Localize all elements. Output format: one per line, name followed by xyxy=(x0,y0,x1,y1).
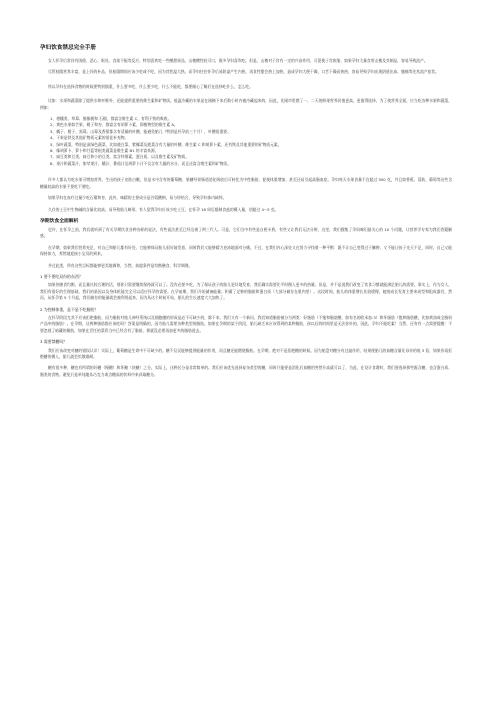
list-item: 2、黄色水果如芒果、桃子和杏，都富含有胡萝卜素，即植物型的维生素 A。 xyxy=(50,122,178,128)
document-title: 孕妇饮食禁忌完全手册 xyxy=(40,45,96,51)
list-item: 1、柑橘类、草莓、猕猴桃和 石榴，都富含维生素 C，有利于铁的吸收。 xyxy=(50,116,172,122)
question-title: 1 要不要吃双份的东西？ xyxy=(40,273,83,279)
closing-paragraph: 如果孕妇在血疗过量少吃石榴和杏，此外，味精的主要成分是谷氨酸钠，易与锌结合，导致孕妇体内缺锌。 xyxy=(48,195,227,201)
closing-paragraph: 许多人都认为吃水果可增加营养，生出的孩子皮肤白嫩，但是水中含有的葡萄糖、果糖经胃肠道消化吸收后可转化为中性脂肪，促使体重增加，甚至还易引起高脂血症。孕妇每天水果食量不宜超过 500 克，并且如香蕉、荔枝、葡萄等这些含糖量较高的水果不要吃不要吃。 xyxy=(40,177,452,189)
intro-paragraph: 比如：水果和蔬菜除了提供水和纤维外，还能提供重要的维生素和矿物质。低温冷藏的水果是在刚摘下来后数小时内被冷藏起来的，因此，比刚市里摆了一、二天的鲜果营养价值更高，更值得选择，为了使营养全面，应当吃各种水果和蔬菜，例如： xyxy=(40,98,452,110)
question-paragraph: 糖有很多种，糖也有所谓的好糖（慢糖）和坏糖（快糖）之分。实际上，这种区分是非常简单的。我们应该优先选择复杂类型的糖，同时只能要是消化后血糖的突然升高就可以了，为此，在设计食谱时，我们要选择那些既含糖，也含蛋白质、脂类的食物。避免只是单纯地从巧克力或含糖高的饮料中来获取糖分。 xyxy=(40,365,452,377)
list-item: 8、果汁和蔬菜汁，如苹果汁、橘汁、番茄汁及胡萝卜汁不仅含有大量的水分，而且还富含维生素和矿物质。 xyxy=(50,160,231,166)
closing-paragraph: 久存的土豆中生物碱的含量比较高，易导致胎儿畸形，有人觉得孕妇应该少吃土豆，在怀孕 16 周后限制食盐的摄入量，别超过 4~5 克。 xyxy=(48,206,279,212)
list-item: 5、绿叶蔬菜，特别是深绿色蔬菜，比如菠白菜、紫椰菜及菠菜含有大量的叶酸、维生素 C 和胡萝卜素，还有铁及其他重要的矿物质元素。 xyxy=(50,141,282,147)
question-title: 2 为控制体重，是不是不吃脂肪？ xyxy=(40,306,99,312)
question-paragraph: 我们应该改变对糖的错误认识！实际上，葡萄糖是生命中不可缺少的。糖不仅仅能够提供能量的作用，而且糖还能燃烧脂肪。在孕期，绝对不是拒绝糖的时候。因为胎盘对糖分有过滤作用，结果使胎儿的血糖含量比母亲的低 3 倍，如果你再拒绝糖的摄入，胎儿就会饥饿难耐。 xyxy=(40,347,452,359)
list-item: 4、干果是铁及其他矿物质元素的很佳补充物。 xyxy=(50,135,129,141)
section-paragraph: 也许，在怀孕之前，我们就听到了有关孕期饮食各种各样的说法，有些说法甚至已经沿袭了两三代人。可是，它们当中有些是自相矛盾，有些又让我们无法分辨，这里，我们搜集了孕妈咪们最关心的 10 个问题，让营养学专家为我们答疑解惑。 xyxy=(40,226,452,239)
section-paragraph: 并过此类，所有这些目标都能够更美地调和，当然，前提条件是均衡膳食、科学调理。 xyxy=(48,262,193,268)
question-title: 3 需要禁糖吗？ xyxy=(40,339,68,345)
question-paragraph: 在怀孕阶段尤其不应该拒绝脂肪，因为脂肪对胎儿神经系统以及细胞膜的形成是必不可缺少的，除下来，我们又有一个新问，我们知道脂肪被分为两类：好脂肪（不饱和脂肪酸，如有名的欧米加-3）和坏脂肪（饱和脂肪酸，比如黄油或全脂奶产品中的脂肪）。在孕期，这两种脂肪都应该吃吗？答案是明确的，因为胎儿需要各种类型的脂肪。如果在孕期的某个阶段，胎儿缺乏本应该得到的某种脂肪，孩以后的时间里是无法弥补的。因此，孕妇不能吃素！当然，还有有一点需要提醒：不要忽视了暗藏的脂肪，如果在烹饪的菜肴当中已经含有了脂肪，那就没必要再加更多的脂肪进去。 xyxy=(40,314,452,333)
list-item: 6、像胡萝卜、萝卜和甘蓝等根类蔬菜是维生素 B1 的丰富来源。 xyxy=(50,148,159,154)
section-paragraph: 在孕期，如果我们营养充足，对自己和胎儿都有好处，它能够保证胎儿很好地发育，同时我们又能够精力充沛地面对分娩。不过，在我们内心深处又在努力寻找着一种平衡：既不让自己变得过于臃肿，又不能让孩子先天不足，同时，自己又能保持体力，养然地迎接小宝贝的到来。 xyxy=(40,244,452,257)
list-item: 3、橘子、橙子、黑莓、山莓及香蕉都含有适量的叶酸，能避免胎儿（特别是怀孕前三个月），叶酸很重要。 xyxy=(50,128,231,134)
list-item: 7、扁豆类和豆类，扁豆和小的豆类，富含纤维素，蛋白质，以及维生素及矿物质。 xyxy=(50,154,190,160)
intro-paragraph: 女人怀孕后常伴有困倦、恶心、呕吐、食欲不振等反应，特别喜欢吃一些酸甜果品，山楂酸性较可口，既多孕妇喜吹吃。但是，山楂对子宫有一定的兴奋作用，可促使子宫收缩，如果孕妇大量食用山楂及其制品，容易导致流产。 xyxy=(48,58,428,63)
intro-paragraph: 所以孕妇在选择食物的时候要特别慎重，什么要多吃，什么要少吃，什么不能吃，都要细心了解后在选择吃什么，怎么吃。 xyxy=(48,83,254,89)
intro-paragraph: 尽管桂圆营养丰富，是上好的补品，但桂圆期间应该少吃或不吃，因为其性温大热，而孕妇往往怀孕后易阴虚产生内热，再食性甜会热上加热，造成孕妇大便干燥，口舌干燥而热热，容易导致孕妇出现阴道出血、腹痛等先兆流产症状。 xyxy=(48,69,440,75)
question-paragraph: 如果你膳食均衡，而且量比较合理的话，那你只需要继续保持就可以了。没有必要多吃，为了保证孩子的胎儿更好地发育，我们确实需要比平时摄入更多的热量，但是，并不是说我们改变了饮食习惯就能满足胎儿的需要。事实上，作为女人，我们有很好的生理基础，我们的基因以及身体机能完全可以适应怀孕的需要。在孕前期，我们开始储备能量；积蓄了足够的脂肪和蛋白质（大部分储存在肌肉里）。这段时间，胎儿的体重增长比较缓慢，她的成长发育主要来成型和组成器官。然而，从怀孕第 5 个月起，我们储存的能量就会被利用起来，因为从这个时候开始，胎儿的生长速度大大加快了。 xyxy=(40,282,452,301)
section-title: 孕期饮食全面解析 xyxy=(40,218,79,224)
fruit-list xyxy=(40,116,452,167)
